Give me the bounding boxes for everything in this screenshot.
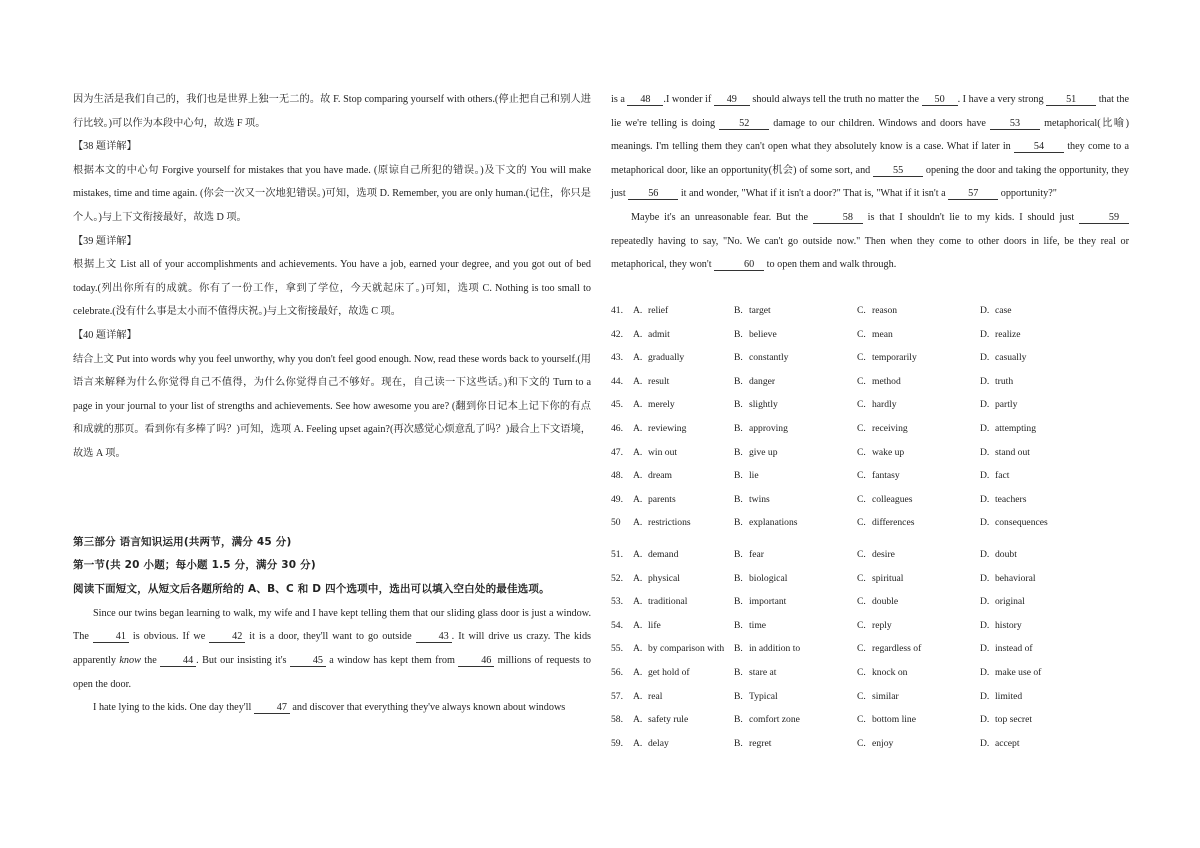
option-letter: A. xyxy=(633,328,643,340)
question-number: 52. xyxy=(611,572,623,584)
option-c[interactable]: regardless of xyxy=(872,643,922,655)
option-letter: C. xyxy=(857,493,866,505)
option-letter: B. xyxy=(734,714,743,726)
option-letter: B. xyxy=(734,619,743,631)
text: Since our twins began learning to walk, my wife and I have kept telling them that our sliding glass door is just a window. The xyxy=(73,607,591,643)
passage-paragraph-2-start xyxy=(73,696,591,720)
option-letter: D. xyxy=(980,572,990,584)
instruction: 阅读下面短文，从短文后各题所给的 A、B、C 和 D 四个选项中，选出可以填入空白处的最佳选项。 xyxy=(73,583,550,596)
option-letter: B. xyxy=(734,422,743,434)
option-b[interactable]: lie xyxy=(749,470,759,482)
option-c[interactable]: temporarily xyxy=(872,352,917,364)
option-letter: D. xyxy=(980,328,990,340)
option-letter: A. xyxy=(633,619,643,631)
option-letter: D. xyxy=(980,643,990,655)
question-number: 58. xyxy=(611,714,623,726)
option-c[interactable]: double xyxy=(872,596,899,608)
option-a[interactable]: gradually xyxy=(648,352,685,364)
question-row xyxy=(611,732,1129,756)
option-letter: C. xyxy=(857,470,866,482)
question-row xyxy=(611,590,1129,614)
left-column xyxy=(73,88,591,720)
option-a[interactable]: admit xyxy=(648,328,670,340)
option-letter: B. xyxy=(734,549,743,560)
blank-41: 41 xyxy=(93,631,129,643)
options-41-50 xyxy=(611,299,1129,535)
option-a[interactable]: traditional xyxy=(648,596,688,608)
option-letter: D. xyxy=(980,549,990,560)
option-b[interactable]: twins xyxy=(749,493,770,505)
option-letter: C. xyxy=(857,643,866,655)
question-number: 47. xyxy=(611,446,623,458)
option-letter: C. xyxy=(857,517,866,529)
option-letter: A. xyxy=(633,572,643,584)
blank-42: 42 xyxy=(209,631,245,643)
option-letter: B. xyxy=(734,596,743,608)
blank-46: 46 xyxy=(458,655,494,667)
text: is obvious. If we xyxy=(128,631,210,643)
question-number: 42. xyxy=(611,328,623,340)
option-letter: D. xyxy=(980,690,990,702)
option-letter: A. xyxy=(633,714,643,726)
option-letter: B. xyxy=(734,517,743,529)
text: . But our insisting it's xyxy=(196,655,290,667)
option-d[interactable]: doubt xyxy=(995,549,1017,560)
text: .I wonder if xyxy=(663,94,714,105)
text: damage to our children. Windows and doors have xyxy=(769,117,991,129)
option-letter: B. xyxy=(734,643,743,655)
blank-55: 55 xyxy=(873,165,923,177)
option-letter: B. xyxy=(734,470,743,482)
blank-54: 54 xyxy=(1014,141,1064,153)
option-c[interactable]: fantasy xyxy=(872,470,900,482)
option-b[interactable]: comfort zone xyxy=(749,714,800,726)
option-letter: A. xyxy=(633,399,643,411)
option-letter: B. xyxy=(734,572,743,584)
option-b[interactable]: regret xyxy=(749,737,772,749)
option-a[interactable]: real xyxy=(648,690,663,702)
blank-52: 52 xyxy=(719,118,769,130)
option-d[interactable]: stand out xyxy=(995,446,1030,458)
question-row xyxy=(611,299,1129,323)
option-a[interactable]: relief xyxy=(648,305,669,316)
option-letter: C. xyxy=(857,666,866,678)
passage-paragraph-3 xyxy=(611,206,1129,277)
option-a[interactable]: demand xyxy=(648,549,679,560)
option-b[interactable]: danger xyxy=(749,375,776,387)
blank-48: 48 xyxy=(627,94,663,106)
subsection-title: 第一节(共 20 小题；每小题 1.5 分，满分 30 分) xyxy=(73,559,316,572)
option-c[interactable]: knock on xyxy=(872,666,908,678)
blank-45: 45 xyxy=(290,655,326,667)
question-number: 55. xyxy=(611,643,623,655)
question-number: 48. xyxy=(611,470,623,482)
question-number: 54. xyxy=(611,619,623,631)
question-number: 45. xyxy=(611,399,623,411)
option-letter: D. xyxy=(980,714,990,726)
option-c[interactable]: wake up xyxy=(872,446,905,458)
option-letter: B. xyxy=(734,737,743,749)
option-letter: D. xyxy=(980,619,990,631)
option-a[interactable]: physical xyxy=(648,572,680,584)
text: should always tell the truth no matter the xyxy=(749,94,922,105)
option-letter: B. xyxy=(734,493,743,505)
question-row xyxy=(611,464,1129,488)
blank-49: 49 xyxy=(714,94,750,106)
option-d[interactable]: limited xyxy=(995,690,1023,702)
option-letter: A. xyxy=(633,643,643,655)
question-row xyxy=(611,370,1129,394)
option-c[interactable]: colleagues xyxy=(872,493,913,505)
option-letter: D. xyxy=(980,737,990,749)
question-row xyxy=(611,393,1129,417)
option-b[interactable]: give up xyxy=(749,446,778,458)
question-row xyxy=(611,323,1129,347)
option-letter: D. xyxy=(980,422,990,434)
option-letter: A. xyxy=(633,549,643,560)
text: and discover that everything they've always known about windows xyxy=(289,702,566,714)
option-letter: C. xyxy=(857,328,866,340)
option-d[interactable]: behavioral xyxy=(995,572,1036,584)
question-row xyxy=(611,614,1129,638)
question-number: 50 xyxy=(611,517,621,529)
option-d[interactable]: partly xyxy=(995,399,1018,411)
option-b[interactable]: constantly xyxy=(749,352,789,364)
option-b[interactable]: important xyxy=(749,596,787,608)
answer-40-heading: 【40 题详解】 xyxy=(73,329,137,341)
option-letter: C. xyxy=(857,305,866,316)
option-letter: D. xyxy=(980,666,990,678)
blank-43: 43 xyxy=(416,631,452,643)
question-number: 41. xyxy=(611,305,623,316)
option-b[interactable]: explanations xyxy=(749,517,798,529)
options-51-59 xyxy=(611,543,1129,755)
option-b[interactable]: in addition to xyxy=(749,643,801,655)
option-letter: B. xyxy=(734,352,743,364)
option-c[interactable]: receiving xyxy=(872,422,908,434)
option-letter: B. xyxy=(734,305,743,316)
option-d[interactable]: history xyxy=(995,619,1022,631)
text: I hate lying to the kids. One day they'll xyxy=(93,702,254,714)
option-d[interactable]: consequences xyxy=(995,517,1048,529)
option-letter: C. xyxy=(857,690,866,702)
option-d[interactable]: teachers xyxy=(995,493,1027,505)
option-letter: D. xyxy=(980,470,990,482)
option-letter: A. xyxy=(633,375,643,387)
text: a window has kept them from xyxy=(325,655,459,667)
option-letter: D. xyxy=(980,493,990,505)
blank-60: 60 xyxy=(714,259,764,271)
option-letter: C. xyxy=(857,352,866,364)
option-letter: D. xyxy=(980,375,990,387)
option-letter: A. xyxy=(633,517,643,529)
option-a[interactable]: safety rule xyxy=(648,714,689,726)
blank-56: 56 xyxy=(628,188,678,200)
text: opening the door and taking the opportunity, they just xyxy=(611,164,1130,200)
text: to open them and walk through. xyxy=(764,259,897,271)
right-column xyxy=(611,88,1129,277)
option-letter: A. xyxy=(633,690,643,702)
text: it is a door, they'll want to go outside xyxy=(245,631,416,643)
option-letter: B. xyxy=(734,446,743,458)
option-letter: C. xyxy=(857,422,866,434)
question-row xyxy=(611,511,1129,535)
blank-51: 51 xyxy=(1046,94,1096,106)
text: that the lie we're telling is doing xyxy=(611,94,1129,129)
option-d[interactable]: original xyxy=(995,596,1025,608)
option-letter: C. xyxy=(857,446,866,458)
option-letter: A. xyxy=(633,493,643,505)
option-d[interactable]: realize xyxy=(995,328,1021,340)
option-a[interactable]: win out xyxy=(648,446,678,458)
option-letter: C. xyxy=(857,399,866,411)
text: metaphorical(比喻) meanings. I'm telling them they can't open what they absolutely know is a case. What if later in xyxy=(611,117,1130,153)
option-a[interactable]: delay xyxy=(648,737,669,749)
option-b[interactable]: time xyxy=(749,619,767,631)
question-number: 53. xyxy=(611,596,623,608)
option-d[interactable]: make use of xyxy=(995,666,1042,678)
blank-50: 50 xyxy=(922,94,958,106)
option-letter: A. xyxy=(633,305,643,316)
option-d[interactable]: case xyxy=(995,305,1012,316)
option-b[interactable]: believe xyxy=(749,328,777,340)
option-a[interactable]: by comparison with xyxy=(648,643,725,655)
option-a[interactable]: parents xyxy=(648,493,676,505)
option-letter: B. xyxy=(734,666,743,678)
text: . I have a very strong xyxy=(957,94,1047,105)
option-letter: B. xyxy=(734,328,743,340)
text: the xyxy=(140,655,161,667)
option-letter: A. xyxy=(633,446,643,458)
option-letter: C. xyxy=(857,549,866,560)
option-letter: D. xyxy=(980,596,990,608)
question-row xyxy=(611,661,1129,685)
question-row xyxy=(611,637,1129,661)
question-row xyxy=(611,488,1129,512)
answer-38-text: 根据本文的中心句 Forgive yourself for mistakes that you have made. (原谅自己所犯的错误。)及下文的 You will make mistakes, time and time again. (你会一次又一次地犯错误。)可知，选项 D. Remember, you are only human.(记住，你只是个人。)与上下文衔接最好，故选 D 项。 xyxy=(73,164,591,223)
option-a[interactable]: result xyxy=(648,375,670,387)
answer-39-text: 根据上文 List all of your accomplishments and achievements. You have a job, earned your degree, and you got out of bed today.(列出你所有的成就。你有了一份工作，拿到了学位，今天就起床了。)可知，选项 C. Nothing is too small to celebrate.(没有什么事是太小而不值得庆祝。)与上文衔接最好，故选 C 项。 xyxy=(73,259,591,318)
option-letter: A. xyxy=(633,470,643,482)
option-d[interactable]: accept xyxy=(995,737,1020,749)
section-title: 第三部分 语言知识运用(共两节，满分 45 分) xyxy=(73,535,292,548)
question-row xyxy=(611,708,1129,732)
option-a[interactable]: reviewing xyxy=(648,422,687,434)
question-number: 57. xyxy=(611,690,623,702)
question-row xyxy=(611,567,1129,591)
passage-paragraph-1 xyxy=(73,602,591,696)
option-c[interactable]: differences xyxy=(872,517,915,529)
option-d[interactable]: instead of xyxy=(995,643,1033,655)
option-b[interactable]: target xyxy=(749,305,771,316)
option-a[interactable]: restrictions xyxy=(648,517,691,529)
question-row xyxy=(611,346,1129,370)
answer-40-text: 结合上文 Put into words why you feel unworthy, why you don't feel good enough. Now, read these words back to yourself.(用语言来解释为什么你觉得自己不值得，为什么你觉得自己不够好。现在，自己读一下这些话。)和下文的 Turn to a page in your journal to your list of strengths and achievements. See how awesome you are? (翻到你日记本上记下你的有点和成就的那页。看到你有多棒了吗？)可知，选项 A. Feeling upset again?(再次感觉心烦意乱了吗？)最合上下文语境，故选 A 项。 xyxy=(73,353,591,459)
option-b[interactable]: slightly xyxy=(749,399,778,411)
option-letter: A. xyxy=(633,422,643,434)
option-letter: A. xyxy=(633,666,643,678)
option-letter: C. xyxy=(857,714,866,726)
spacer xyxy=(73,466,591,531)
option-letter: B. xyxy=(734,375,743,387)
text: millions of requests to open the door. xyxy=(73,655,592,690)
question-number: 56. xyxy=(611,666,623,678)
option-d[interactable]: truth xyxy=(995,375,1014,387)
option-letter: D. xyxy=(980,517,990,529)
blank-44: 44 xyxy=(160,655,196,667)
option-a[interactable]: merely xyxy=(648,399,675,411)
option-c[interactable]: similar xyxy=(872,690,899,702)
option-a[interactable]: dream xyxy=(648,470,672,482)
text: . It will drive us crazy. The kids apparently xyxy=(73,631,592,667)
option-d[interactable]: casually xyxy=(995,352,1027,364)
option-c[interactable]: method xyxy=(872,375,901,387)
question-number: 59. xyxy=(611,737,623,749)
question-row xyxy=(611,543,1129,567)
option-b[interactable]: fear xyxy=(749,549,764,560)
option-a[interactable]: life xyxy=(648,619,661,631)
option-b[interactable]: biological xyxy=(749,572,788,584)
option-c[interactable]: mean xyxy=(872,328,893,340)
text: it and wonder, "What if it isn't a door?" That is, "What if it isn't a xyxy=(678,188,949,200)
blank-47: 47 xyxy=(254,702,290,714)
option-b[interactable]: Typical xyxy=(749,690,778,702)
option-letter: A. xyxy=(633,352,643,364)
option-letter: B. xyxy=(734,399,743,411)
question-row xyxy=(611,417,1129,441)
question-number: 46. xyxy=(611,422,623,434)
option-d[interactable]: fact xyxy=(995,470,1010,482)
option-letter: B. xyxy=(734,690,743,702)
text: repeatedly having to say, "No. We can't go outside now." Then when they come to other doors in life, be they real or metaphorical, they won't xyxy=(611,235,1129,271)
blank-58: 58 xyxy=(813,212,863,224)
option-letter: C. xyxy=(857,619,866,631)
option-c[interactable]: desire xyxy=(872,549,895,560)
text: is a xyxy=(611,94,628,105)
option-letter: D. xyxy=(980,399,990,411)
question-number: 43. xyxy=(611,352,623,364)
question-number: 49. xyxy=(611,493,623,505)
question-number: 51. xyxy=(611,549,623,560)
option-c[interactable]: reply xyxy=(872,619,892,631)
option-c[interactable]: hardly xyxy=(872,399,897,411)
option-letter: C. xyxy=(857,375,866,387)
option-letter: D. xyxy=(980,305,990,316)
option-a[interactable]: get hold of xyxy=(648,666,690,678)
option-letter: D. xyxy=(980,352,990,364)
option-b[interactable]: stare at xyxy=(749,666,777,678)
blank-57: 57 xyxy=(948,188,998,200)
passage-paragraph-2-cont xyxy=(611,88,1129,206)
option-b[interactable]: approving xyxy=(749,422,788,434)
text: opportunity?" xyxy=(998,188,1057,200)
option-letter: D. xyxy=(980,446,990,458)
blank-53: 53 xyxy=(990,118,1040,130)
option-letter: A. xyxy=(633,596,643,608)
option-c[interactable]: reason xyxy=(872,305,898,316)
option-d[interactable]: top secret xyxy=(995,714,1033,726)
question-number: 44. xyxy=(611,375,623,387)
option-letter: C. xyxy=(857,737,866,749)
text: Maybe it's an unreasonable fear. But the xyxy=(631,211,813,223)
option-c[interactable]: bottom line xyxy=(872,714,916,726)
text: they come to a metaphorical door, like an opportunity(机会) of some sort, and xyxy=(611,141,1129,176)
option-letter: A. xyxy=(633,737,643,749)
answer-38-heading: 【38 题详解】 xyxy=(73,141,137,153)
text: is that I shouldn't lie to my kids. I should just xyxy=(862,211,1079,223)
question-row xyxy=(611,441,1129,465)
italic-word: know xyxy=(119,655,141,667)
blank-59: 59 xyxy=(1079,212,1129,224)
option-letter: C. xyxy=(857,572,866,584)
option-c[interactable]: enjoy xyxy=(872,737,894,749)
option-letter: C. xyxy=(857,596,866,608)
option-c[interactable]: spiritual xyxy=(872,572,904,584)
answer-39-heading: 【39 题详解】 xyxy=(73,235,137,247)
question-row xyxy=(611,685,1129,709)
answer-37-tail: 因为生活是我们自己的，我们也是世界上独一无二的。故 F. Stop comparing yourself with others.(停止把自己和别人进行比较。)可以作为本段中心句，故选 F 项。 xyxy=(73,94,591,129)
option-d[interactable]: attempting xyxy=(995,422,1037,434)
